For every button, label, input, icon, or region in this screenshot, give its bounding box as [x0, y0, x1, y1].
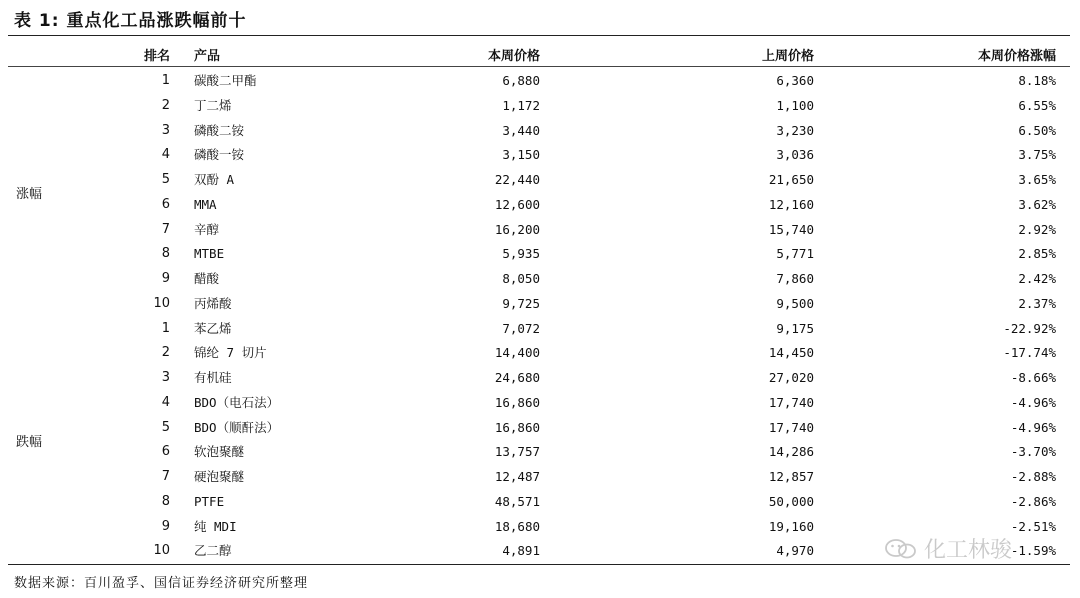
cell-rank: 4	[161, 394, 170, 410]
cell-price-change: 2.92%	[1018, 221, 1056, 237]
cell-price-change: 3.62%	[1018, 196, 1056, 212]
cell-previous-price: 50,000	[768, 493, 814, 509]
cell-product: PTFE	[194, 493, 225, 509]
cell-rank: 2	[161, 345, 170, 361]
cell-previous-price: 19,160	[768, 518, 814, 534]
cell-product: 辛醇	[194, 221, 220, 237]
cell-rank: 7	[161, 469, 170, 484]
cell-rank: 8	[161, 493, 170, 509]
watermark	[884, 533, 1012, 564]
cell-previous-price: 7,860	[776, 271, 814, 286]
group-label-down: 跌幅	[16, 435, 43, 450]
cell-previous-price: 3,230	[776, 122, 814, 138]
cell-product: 磷酸一铵	[194, 147, 245, 163]
header-rule	[8, 66, 1070, 67]
cell-previous-price: 5,771	[776, 246, 814, 262]
source-note: 数据来源：百川盈孚、国信证券经济研究所整理	[14, 576, 309, 591]
cell-rank: 4	[161, 147, 170, 163]
cell-current-price: 8,050	[502, 271, 540, 286]
cell-price-change: 8.18%	[1018, 73, 1056, 88]
cell-current-price: 16,860	[494, 419, 540, 435]
cell-price-change: -22.92%	[1003, 320, 1056, 336]
cell-current-price: 7,072	[502, 320, 540, 336]
cell-price-change: 3.75%	[1018, 147, 1056, 163]
cell-current-price: 14,400	[494, 345, 540, 361]
cell-current-price: 16,200	[494, 221, 540, 237]
cell-product: 锦纶 7 切片	[194, 345, 267, 361]
cell-rank: 10	[153, 543, 170, 559]
cell-price-change: -8.66%	[1010, 370, 1056, 385]
cell-product: MMA	[194, 196, 217, 212]
cell-rank: 7	[161, 221, 170, 237]
cell-current-price: 3,440	[502, 122, 540, 138]
table-title: 表 1: 重点化工品涨跌幅前十	[14, 11, 247, 31]
cell-current-price: 12,600	[494, 196, 540, 212]
cell-price-change: 3.65%	[1018, 172, 1056, 187]
cell-product: 碳酸二甲酯	[194, 73, 257, 88]
cell-rank: 3	[161, 370, 170, 385]
cell-rank: 2	[161, 97, 170, 113]
cell-previous-price: 12,160	[768, 196, 814, 212]
cell-price-change: -4.96%	[1010, 419, 1056, 435]
cell-product: 纯 MDI	[194, 518, 237, 534]
cell-product: 有机硅	[194, 370, 232, 385]
cell-price-change: -2.86%	[1010, 493, 1056, 509]
cell-current-price: 22,440	[494, 172, 540, 187]
cell-rank: 1	[161, 73, 170, 88]
cell-current-price: 4,891	[502, 543, 540, 559]
header-previous-price: 上周价格	[761, 49, 814, 64]
cell-previous-price: 14,450	[768, 345, 814, 361]
cell-current-price: 24,680	[494, 370, 540, 385]
header-product: 产品	[194, 49, 221, 64]
cell-previous-price: 21,650	[768, 172, 814, 187]
cell-price-change: 2.85%	[1018, 246, 1056, 262]
bottom-rule	[8, 564, 1070, 565]
cell-product: 丙烯酸	[194, 295, 232, 311]
header-current-price: 本周价格	[487, 49, 540, 64]
cell-previous-price: 9,500	[776, 295, 814, 311]
header-price-change: 本周价格涨幅	[977, 49, 1056, 64]
cell-product: 硬泡聚醚	[194, 469, 245, 484]
cell-current-price: 12,487	[494, 469, 540, 484]
cell-current-price: 16,860	[494, 394, 540, 410]
cell-product: 醋酸	[194, 271, 220, 286]
cell-current-price: 1,172	[502, 97, 540, 113]
header-rank: 排名	[143, 49, 170, 64]
cell-rank: 9	[161, 271, 170, 286]
cell-product: 丁二烯	[194, 97, 232, 113]
cell-rank: 6	[161, 444, 170, 460]
cell-previous-price: 12,857	[768, 469, 814, 484]
cell-rank: 1	[161, 320, 170, 336]
cell-price-change: 6.50%	[1018, 122, 1056, 138]
cell-price-change: 2.42%	[1018, 271, 1056, 286]
cell-previous-price: 14,286	[768, 444, 814, 460]
cell-current-price: 13,757	[494, 444, 540, 460]
wechat-icon	[884, 538, 918, 560]
top-rule	[8, 35, 1070, 36]
cell-rank: 6	[161, 196, 170, 212]
cell-rank: 5	[161, 419, 170, 435]
group-label-up: 涨幅	[16, 187, 43, 202]
cell-previous-price: 9,175	[776, 320, 814, 336]
cell-product: 苯乙烯	[194, 320, 232, 336]
cell-price-change: -4.96%	[1010, 394, 1056, 410]
cell-rank: 8	[161, 246, 170, 262]
cell-current-price: 5,935	[502, 246, 540, 262]
cell-price-change: -17.74%	[1003, 345, 1056, 361]
cell-previous-price: 1,100	[776, 97, 814, 113]
cell-rank: 5	[161, 172, 170, 187]
cell-product: BDO（顺酐法）	[194, 419, 280, 435]
cell-price-change: -3.70%	[1010, 444, 1056, 460]
cell-current-price: 3,150	[502, 147, 540, 163]
cell-current-price: 9,725	[502, 295, 540, 311]
cell-previous-price: 6,360	[776, 73, 814, 88]
watermark-text: 化工林骏	[924, 538, 1013, 563]
cell-price-change: -2.88%	[1010, 469, 1056, 484]
cell-product: 磷酸二铵	[194, 122, 245, 138]
cell-current-price: 18,680	[494, 518, 540, 534]
cell-current-price: 6,880	[502, 73, 540, 88]
cell-previous-price: 3,036	[776, 147, 814, 163]
cell-price-change: 6.55%	[1018, 97, 1056, 113]
cell-product: BDO（电石法）	[194, 394, 280, 410]
cell-rank: 10	[153, 295, 170, 311]
cell-product: 乙二醇	[194, 543, 232, 559]
cell-product: MTBE	[194, 246, 225, 262]
cell-previous-price: 17,740	[768, 394, 814, 410]
cell-rank: 9	[161, 518, 170, 534]
cell-price-change: 2.37%	[1018, 295, 1056, 311]
cell-rank: 3	[161, 122, 170, 138]
cell-previous-price: 4,970	[776, 543, 814, 559]
cell-product: 软泡聚醚	[194, 444, 245, 460]
cell-product: 双酚 A	[194, 172, 235, 187]
cell-current-price: 48,571	[494, 493, 540, 509]
cell-previous-price: 15,740	[768, 221, 814, 237]
cell-price-change: -2.51%	[1010, 518, 1056, 534]
cell-previous-price: 27,020	[768, 370, 814, 385]
cell-price-change: -1.59%	[1010, 543, 1056, 559]
cell-previous-price: 17,740	[768, 419, 814, 435]
